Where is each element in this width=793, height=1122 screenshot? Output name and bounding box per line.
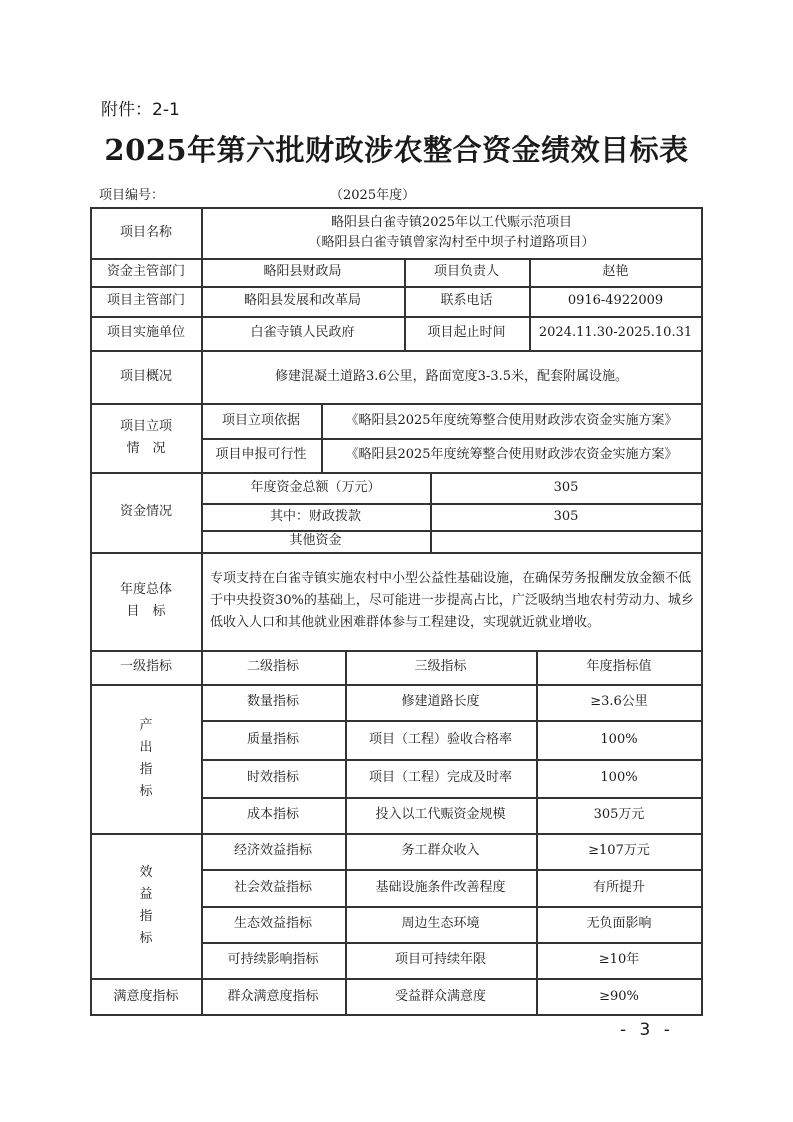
goal-label [91, 552, 201, 650]
divider [201, 759, 702, 761]
document-title: 2025年第六批财政涉农整合资金绩效目标表 [104, 133, 689, 167]
phone-label: 联系电话 [440, 293, 493, 308]
value-cell: 无负面影响 [586, 916, 652, 931]
divider [404, 258, 406, 350]
divider [91, 978, 702, 980]
level2-cell: 数量指标 [246, 694, 299, 709]
level1-char: 指 [139, 908, 153, 924]
level1-char: 效 [139, 864, 153, 880]
page-number: - 3 - [620, 1020, 674, 1040]
funding-other-label: 其他资金 [289, 533, 342, 548]
value-cell: 100% [600, 770, 638, 785]
project-name-value [201, 208, 702, 258]
divider [91, 1014, 703, 1016]
impl-unit-label: 项目实施单位 [106, 325, 185, 340]
value-cell: ≥107万元 [588, 843, 650, 858]
header-level2: 二级指标 [246, 659, 299, 674]
project-name-line2: （略阳县白雀寺镇曾家沟村至中坝子村道路项目） [308, 235, 595, 250]
benefit-indicators-label [91, 833, 201, 978]
feasibility-value: 《略阳县2025年度统筹整合使用财政涉农资金实施方案》 [345, 447, 678, 462]
level3-cell: 周边生态环境 [401, 916, 480, 931]
approval-label [91, 403, 201, 472]
project-number-label: 项目编号： [99, 188, 165, 203]
level3-cell: 项目可持续年限 [394, 952, 486, 967]
basis-label: 项目立项依据 [221, 412, 300, 428]
divider [201, 530, 702, 532]
divider [529, 258, 531, 350]
divider [91, 472, 702, 474]
funding-total-label: 年度资金总额（万元） [250, 479, 381, 495]
divider [536, 650, 538, 1015]
level3-cell: 项目（工程）完成及时率 [368, 770, 512, 785]
funding-fiscal-label: 其中：财政拨款 [269, 508, 361, 524]
funding-label: 资金情况 [119, 504, 172, 519]
goal-value: 专项支持在白雀寺镇实施农村中小型公益性基础设施，在确保劳务报酬发放金额不低于中央投资30%的基础上，尽可能进一步提高占比，广泛吸纳当地农村劳动力、城乡低收入人口和其他就业困难群体参与工程建设，实现就近就业增收。 [210, 571, 694, 630]
level3-cell: 项目（工程）验收合格率 [368, 731, 512, 747]
leader-value: 赵艳 [602, 264, 629, 279]
fiscal-year: （2025年度） [330, 188, 416, 203]
period-label: 项目起止时间 [427, 325, 506, 340]
level2-cell: 质量指标 [246, 731, 299, 747]
phone-value: 0916-4922009 [567, 293, 664, 308]
fund-dept-label: 资金主管部门 [106, 264, 185, 279]
divider [91, 258, 702, 260]
output-indicators-label [91, 684, 201, 833]
level3-cell: 基础设施条件改善程度 [375, 879, 506, 895]
level3-cell: 务工群众收入 [401, 843, 480, 858]
divider [91, 207, 703, 209]
header-value: 年度指标值 [586, 659, 652, 674]
level1-char: 标 [139, 783, 153, 799]
divider [345, 650, 347, 1015]
divider [91, 316, 702, 318]
divider [201, 797, 702, 799]
value-cell: ≥3.6公里 [590, 694, 648, 709]
divider [701, 207, 703, 1016]
divider [201, 503, 702, 505]
level1-char: 指 [139, 761, 153, 777]
value-cell: ≥10年 [598, 952, 640, 967]
value-cell: 有所提升 [592, 879, 645, 895]
overview-value: 修建混凝土道路3.6公里，路面宽度3-3.5米，配套附属设施。 [274, 368, 628, 384]
funding-other-value [430, 530, 702, 552]
level3-cell: 受益群众满意度 [394, 988, 486, 1004]
divider [201, 720, 702, 722]
level1-char: 产 [139, 717, 153, 733]
level2-cell: 时效指标 [246, 770, 299, 785]
level2-cell: 经济效益指标 [233, 843, 312, 858]
divider [91, 552, 702, 554]
project-name-label: 项目名称 [119, 225, 172, 240]
satisfaction-indicators-label: 满意度指标 [113, 988, 179, 1004]
header-level1: 一级指标 [119, 659, 172, 674]
divider [91, 350, 702, 352]
approval-label-line2: 情 况 [126, 440, 166, 456]
divider [91, 684, 702, 686]
level2-cell: 可持续影响指标 [227, 952, 319, 967]
level1-char: 出 [139, 739, 153, 755]
impl-unit-value: 白雀寺镇人民政府 [250, 325, 355, 340]
divider [91, 286, 702, 288]
value-cell: ≥90% [599, 988, 639, 1004]
fund-dept-value: 略阳县财政局 [263, 264, 342, 279]
project-name-line1: 略阳县白雀寺镇2025年以工代赈示范项目 [330, 215, 573, 230]
divider [430, 472, 432, 552]
value-cell: 100% [600, 731, 638, 747]
level1-char: 益 [139, 886, 153, 902]
goal-label-line1: 年度总体 [119, 582, 172, 597]
divider [90, 207, 92, 1016]
divider [201, 942, 702, 944]
leader-label: 项目负责人 [433, 264, 499, 279]
goal-label-line2: 目 标 [126, 604, 166, 619]
feasibility-label: 项目申报可行性 [215, 447, 307, 462]
divider [201, 438, 702, 440]
funding-total-value: 305 [553, 479, 579, 495]
divider [201, 208, 203, 1015]
divider [91, 650, 702, 652]
level2-cell: 生态效益指标 [233, 916, 312, 931]
level3-cell: 投入以工代赈资金规模 [375, 807, 506, 822]
level2-cell: 成本指标 [246, 807, 299, 822]
divider [201, 906, 702, 908]
level1-char: 标 [139, 930, 153, 946]
project-dept-value: 略阳县发展和改革局 [243, 293, 361, 308]
level3-cell: 修建道路长度 [401, 694, 480, 709]
value-cell: 305万元 [593, 807, 645, 822]
header-level3: 三级指标 [414, 659, 467, 674]
period-value: 2024.11.30-2025.10.31 [538, 325, 693, 340]
divider [321, 403, 323, 472]
funding-fiscal-value: 305 [553, 508, 579, 524]
overview-label: 项目概况 [119, 368, 172, 384]
attachment-label: 附件：2-1 [101, 100, 180, 120]
divider [91, 403, 702, 405]
approval-label-line1: 项目立项 [119, 418, 172, 434]
level2-cell: 社会效益指标 [233, 879, 312, 895]
basis-value: 《略阳县2025年度统筹整合使用财政涉农资金实施方案》 [345, 412, 678, 428]
level2-cell: 群众满意度指标 [227, 988, 319, 1004]
project-dept-label: 项目主管部门 [106, 293, 185, 308]
divider [201, 869, 702, 871]
divider [91, 833, 702, 835]
